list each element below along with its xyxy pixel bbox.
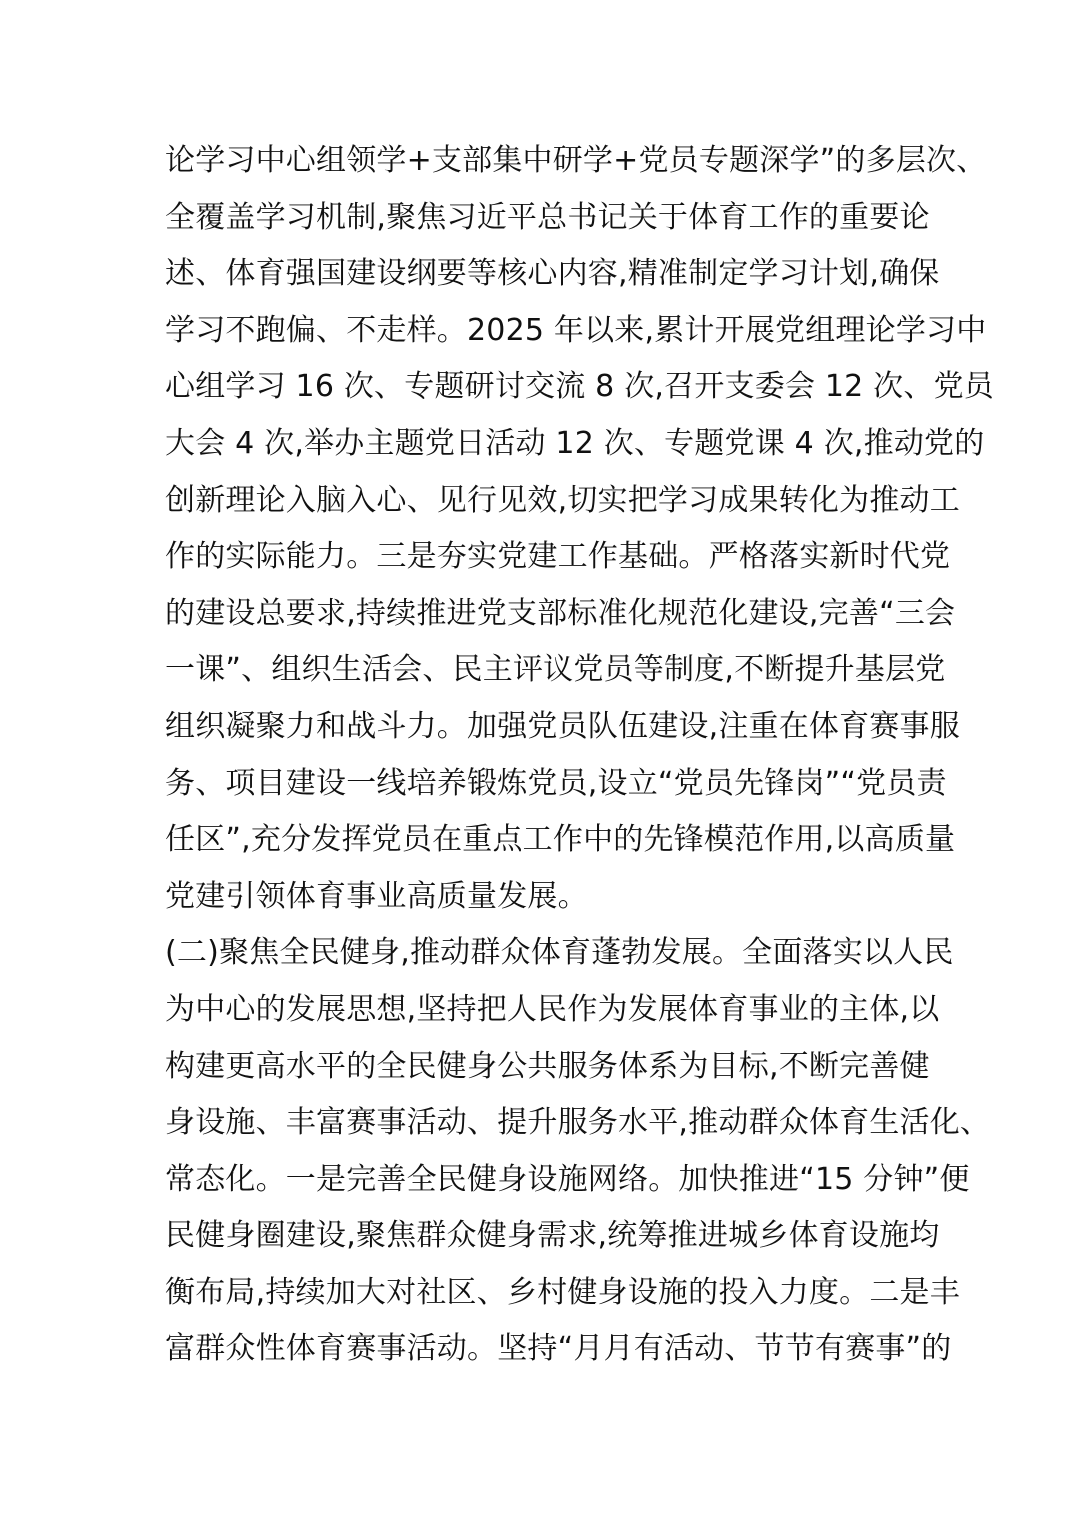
text-line: 民健身圈建设,聚焦群众健身需求,统筹推进城乡体育设施均 [165,1218,940,1254]
text-line: 作的实际能力。三是夯实党建工作基础。严格落实新时代党 [165,539,951,575]
text-line: 任区”,充分发挥党员在重点工作中的先锋模范作用,以高质量 [165,822,956,858]
text-line: 务、项目建设一线培养锻炼党员,设立“党员先锋岗”“党员责 [165,765,947,801]
text-line: 富群众性体育赛事活动。坚持“月月有活动、节节有赛事”的 [165,1331,952,1367]
text-line: 党建引领体育事业高质量发展。 [165,878,588,914]
text-line: 论学习中心组领学+支部集中研学+党员专题深学”的多层次、 [165,143,987,178]
text-line: 全覆盖学习机制,聚焦习近平总书记关于体育工作的重要论 [165,199,930,235]
text-line: 身设施、丰富赛事活动、提升服务水平,推动群众体育生活化、 [165,1105,991,1141]
section-heading-line: (二)聚焦全民健身,推动群众体育蓬勃发展。全面落实以人民 [165,935,954,971]
text-line: 述、体育强国建设纲要等核心内容,精准制定学习计划,确保 [165,256,940,292]
text-line: 大会 4 次,举办主题党日活动 12 次、专题党课 4 次,推动党的 [165,425,985,461]
text-line: 为中心的发展思想,坚持把人民作为发展体育事业的主体,以 [165,991,940,1027]
text-line: 心组学习 16 次、专题研讨交流 8 次,召开支委会 12 次、党员 [165,369,994,405]
text-line: 构建更高水平的全民健身公共服务体系为目标,不断完善健 [165,1048,930,1084]
text-line: 学习不跑偏、不走样。2025 年以来,累计开展党组理论学习中 [165,312,987,348]
text-line: 创新理论入脑入心、见行见效,切实把学习成果转化为推动工 [165,482,960,518]
text-line: 衡布局,持续加大对社区、乡村健身设施的投入力度。二是丰 [165,1274,960,1310]
text-line: 一课”、组织生活会、民主评议党员等制度,不断提升基层党 [165,652,946,688]
body-text [165,133,994,1378]
text-line: 的建设总要求,持续推进党支部标准化规范化建设,完善“三会 [165,595,956,631]
text-line: 组织凝聚力和战斗力。加强党员队伍建设,注重在体育赛事服 [165,708,960,744]
text-line: 常态化。一是完善全民健身设施网络。加快推进“15 分钟”便 [165,1161,970,1197]
